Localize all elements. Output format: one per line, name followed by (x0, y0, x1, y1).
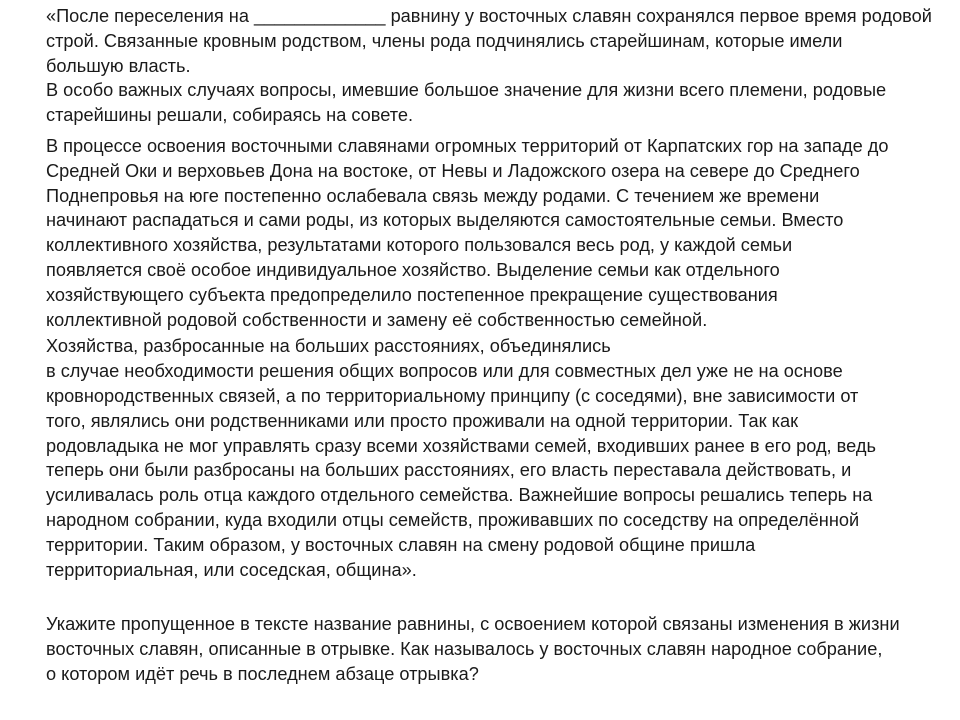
text-line: В особо важных случаях вопросы, имевшие большое значение для жизни всего племени, родовые (46, 80, 887, 101)
text-line: теперь они были разбросаны на больших расстояниях, его власть переставала действовать, и (46, 460, 852, 481)
text-line: Поднепровья на юге постепенно ослабевала связь между родами. С течением же времени (46, 185, 820, 206)
text-line: начинают распадаться и сами роды, из которых выделяются самостоятельные семьи. Вместо (46, 210, 844, 231)
text-line: строй. Связанные кровным родством, члены рода подчинялись старейшинам, которые имели (46, 30, 843, 51)
excerpt-paragraph-3 (12, 334, 946, 582)
text-line: кровнородственных связей, а по территориальному принципу (с соседями), вне зависимости от (46, 385, 859, 406)
text-line: усиливалась роль отца каждого отдельного семейства. Важнейшие вопросы решались теперь на (46, 485, 873, 506)
text-line: коллективной родовой собственности и замену её собственностью семейной. (46, 309, 708, 330)
text-line: родовладыка не мог управлять сразу всеми хозяйствами семей, входивших ранее в его род, ведь (46, 435, 876, 456)
text-line: появляется своё особое индивидуальное хозяйство. Выделение семьи как отдельного (46, 259, 780, 280)
text-line: Средней Оки и верховьев Дона на востоке, от Невы и Ладожского озера на севере до Среднего (46, 160, 860, 181)
text-line: хозяйствующего субъекта предопределило постепенное прекращение существования (46, 284, 778, 305)
text-line: того, являлись они родственниками или просто проживали на одной территории. Так как (46, 410, 799, 431)
text-line: в случае необходимости решения общих вопросов или для совместных дел уже не на основе (46, 361, 843, 382)
question-paragraph (12, 612, 946, 686)
excerpt-paragraph-2 (12, 134, 946, 332)
question-line: о котором идёт речь в последнем абзаце отрывка? (46, 663, 479, 684)
question-line: Укажите пропущенное в тексте название равнины, с освоением которой связаны изменения в жизни (46, 614, 900, 635)
text-line: народном собрании, куда входили отцы семейств, проживавших по соседству на определённой (46, 509, 860, 530)
excerpt-paragraph-1 (12, 4, 946, 128)
text-line: старейшины решали, собираясь на совете. (46, 105, 414, 126)
text-line: коллективного хозяйства, результатами которого пользовался весь род, у каждой семьи (46, 235, 793, 256)
text-line: большую власть. (46, 55, 191, 76)
question-line: восточных славян, описанные в отрывке. Как называлось у восточных славян народное собрание, (46, 639, 883, 660)
text-line: территории. Таким образом, у восточных славян на смену родовой общине пришла (46, 534, 756, 555)
text-line: В процессе освоения восточными славянами огромных территорий от Карпатских гор на западе до (46, 135, 889, 156)
text-line: «После переселения на _____________ равнину у восточных славян сохранялся первое время родовой (46, 6, 932, 26)
text-line: территориальная, или соседская, община». (46, 559, 417, 580)
text-line: Хозяйства, разбросанные на больших расстояниях, объединялись (46, 336, 611, 357)
